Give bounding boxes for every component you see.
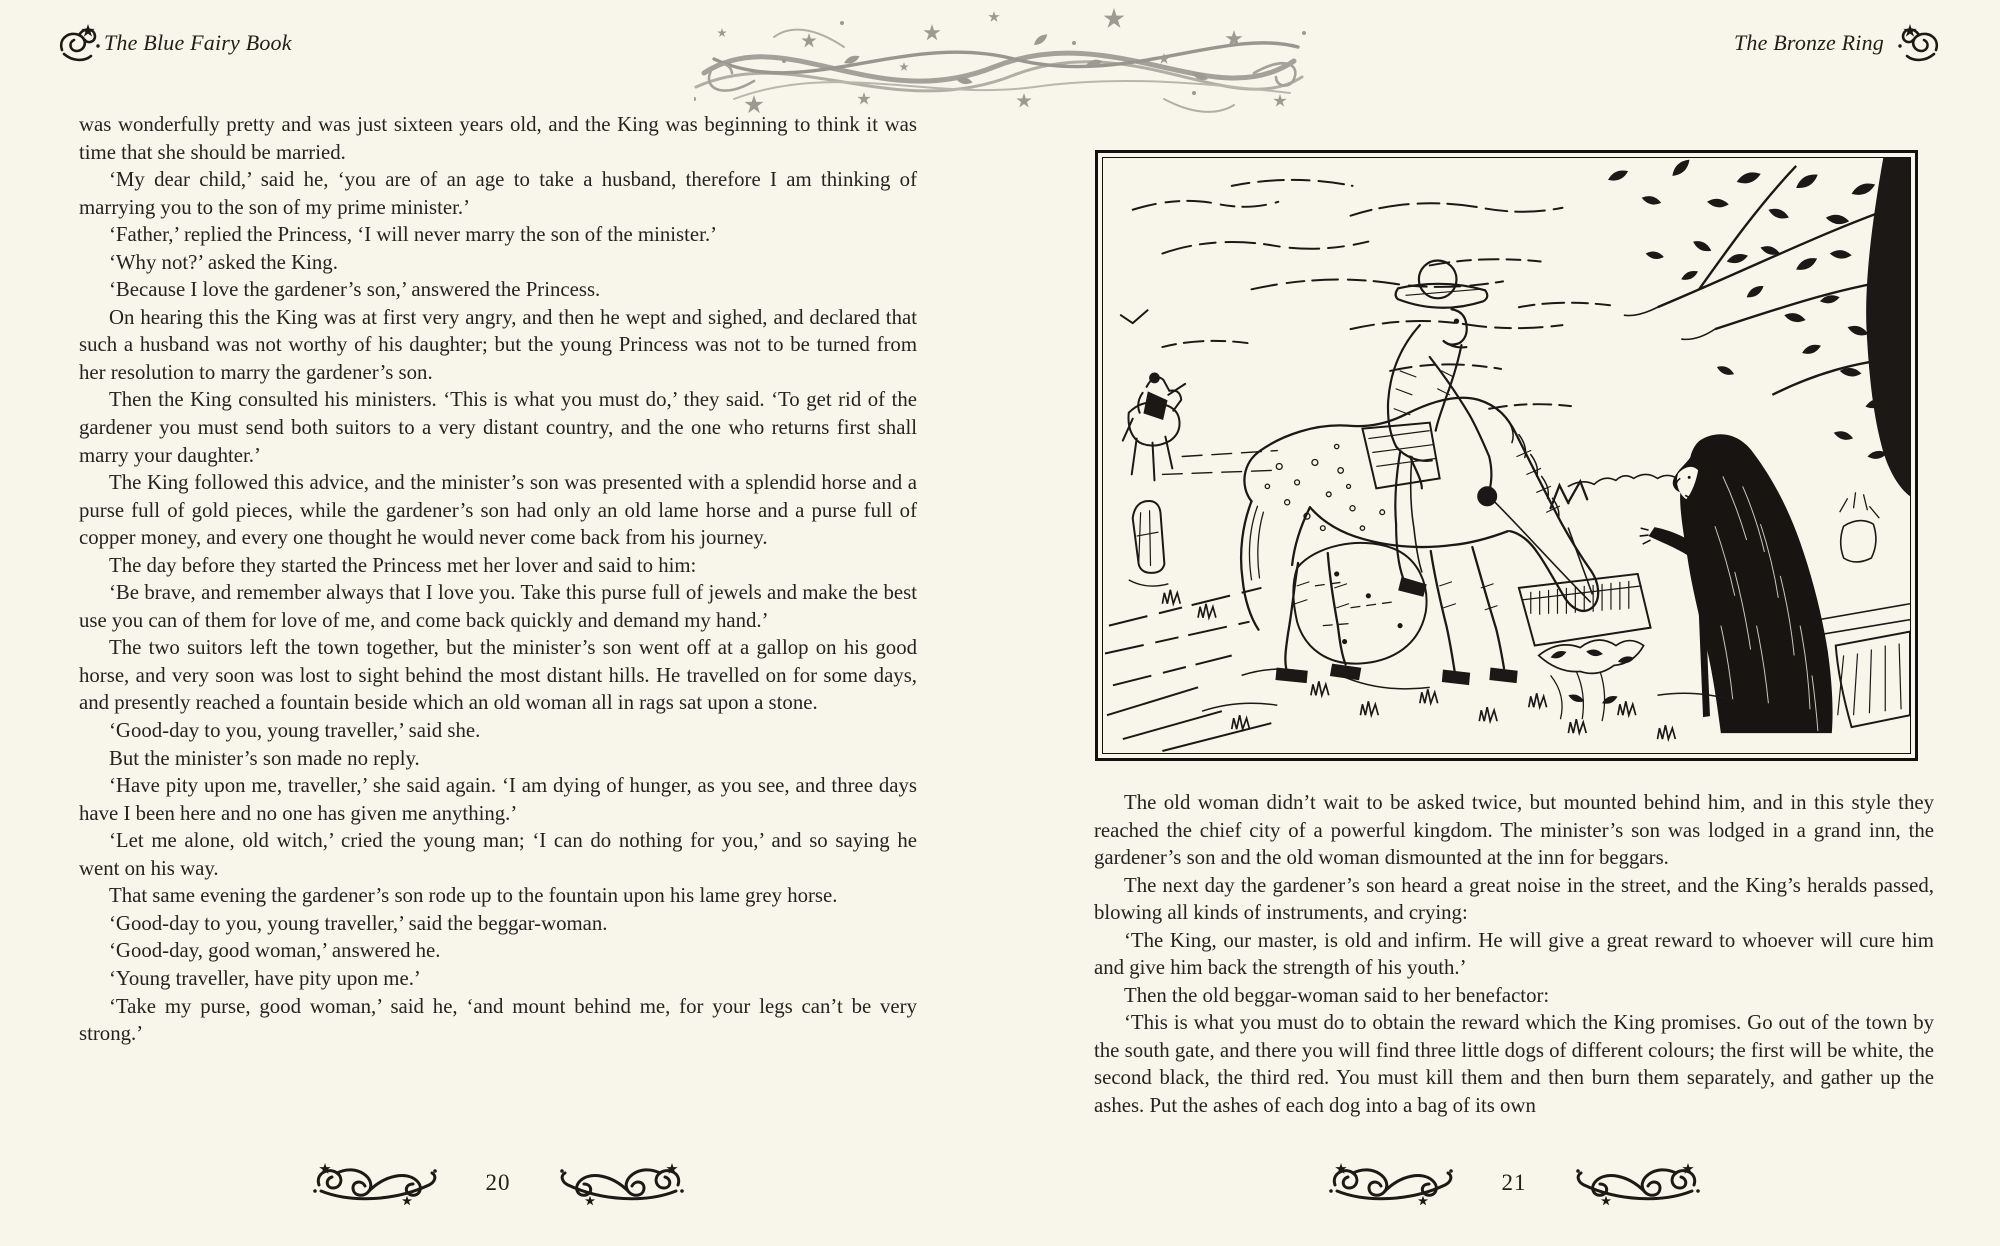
page-number-right: 21 xyxy=(1501,1170,1527,1195)
paragraph: ‘Let me alone, old witch,’ cried the young man; ‘I can do nothing for you,’ and so saying he went on his way. xyxy=(79,829,917,880)
paragraph: ‘Because I love the gardener’s son,’ answered the Princess. xyxy=(109,278,601,302)
paragraph: Then the King consulted his ministers. ‘This is what you must do,’ they said. ‘To get rid of the gardener you must send both suitors to a very distant country, and the one who returns first shall marry your daughter.’ xyxy=(79,388,917,467)
paragraph: ‘This is what you must do to obtain the reward which the King promises. Go out of the town by the south gate, and there you will find three little dogs of different colours; the first will be white, the second black, the third red. You must kill them and then burn them separately, and gather up the ashes. Put the ashes of each dog into a bag of its own xyxy=(1094,1011,1934,1118)
paragraph: That same evening the gardener’s son rode up to the fountain upon his lame grey horse. xyxy=(109,884,838,908)
paragraph: was wonderfully pretty and was just sixteen years old, and the King was beginning to think it was time that she should be married. xyxy=(79,113,917,164)
running-head-right: The Bronze Ring xyxy=(1733,30,1884,55)
paragraph: ‘Father,’ replied the Princess, ‘I will never marry the son of the minister.’ xyxy=(109,223,718,247)
paragraph: Then the old beggar-woman said to her benefactor: xyxy=(1124,983,1550,1007)
paragraph: The King followed this advice, and the minister’s son was presented with a splendid horse and a purse full of gold pieces, while the gardener’s son had only an old lame horse and a purse full of copper money, and every one thought he would never come back from his journey. xyxy=(79,471,917,550)
scroll-flourish-icon xyxy=(1553,1161,1721,1205)
paragraph: ‘Take my purse, good woman,’ said he, ‘and mount behind me, for your legs can’t be very strong.’ xyxy=(79,994,917,1046)
paragraph: The day before they started the Princess met her lover and said to him: xyxy=(109,553,697,577)
paragraph: The next day the gardener’s son heard a great noise in the street, and the King’s heralds passed, blowing all kinds of instruments, and crying: xyxy=(1094,873,1934,925)
paragraph: ‘Good-day to you, young traveller,’ said she. xyxy=(109,719,481,743)
scroll-flourish-icon xyxy=(292,1161,460,1205)
header-right-swirl-star-icon xyxy=(1894,24,1940,66)
paragraph: ‘Why not?’ asked the King. xyxy=(109,250,338,274)
scroll-flourish-icon xyxy=(537,1161,705,1205)
header-left-swirl-star-icon xyxy=(58,24,104,66)
paragraph: ‘Good-day to you, young traveller,’ said the beggar-woman. xyxy=(109,911,608,935)
paragraph: But the minister’s son made no reply. xyxy=(109,746,420,770)
paragraph: ‘Good-day, good woman,’ answered he. xyxy=(109,939,441,963)
story-illustration xyxy=(1095,150,1918,761)
running-head-left: The Blue Fairy Book xyxy=(104,30,292,55)
paragraph: On hearing this the King was at first very angry, and then he wept and sighed, and declared that such a husband was not worthy of his daughter; but the young Princess was not to be turned from her resolution to marry the gardener’s son. xyxy=(79,305,917,384)
left-page-footer xyxy=(79,1158,917,1208)
paragraph: ‘Be brave, and remember always that I love you. Take this purse full of jewels and make the best use you can of them for love of me, and come back quickly and demand my hand.’ xyxy=(79,581,917,632)
page-number-left: 20 xyxy=(485,1170,511,1195)
right-page-footer xyxy=(1094,1158,1934,1208)
left-page-text xyxy=(79,111,917,1048)
paragraph: The old woman didn’t wait to be asked twice, but mounted behind him, and in this style they reached the chief city of a powerful kingdom. The minister’s son was lodged in a grand inn, the gardener’s son and the old woman dismounted at the inn for beggars. xyxy=(1094,791,1934,870)
scroll-flourish-icon xyxy=(1308,1161,1476,1205)
paragraph: ‘Young traveller, have pity upon me.’ xyxy=(109,966,421,990)
right-page-text xyxy=(1094,789,1934,1120)
paragraph: ‘The King, our master, is old and infirm. He will give a great reward to whoever will cure him and give him back the strength of his youth.’ xyxy=(1094,928,1934,980)
paragraph: The two suitors left the town together, but the minister’s son went off at a gallop on his good horse, and very soon was lost to sight behind the most distant hills. He travelled on for some days, and presently reached a fountain beside which an old woman all in rags sat upon a stone. xyxy=(79,636,917,715)
engraving-scene xyxy=(1103,158,1910,753)
paragraph: ‘My dear child,’ said he, ‘you are of an age to take a husband, therefore I am thinking of marrying you to the son of my prime minister.’ xyxy=(79,168,917,219)
paragraph: ‘Have pity upon me, traveller,’ she said again. ‘I am dying of hunger, as you see, and three days have I been here and no one has given me anything.’ xyxy=(79,774,917,825)
